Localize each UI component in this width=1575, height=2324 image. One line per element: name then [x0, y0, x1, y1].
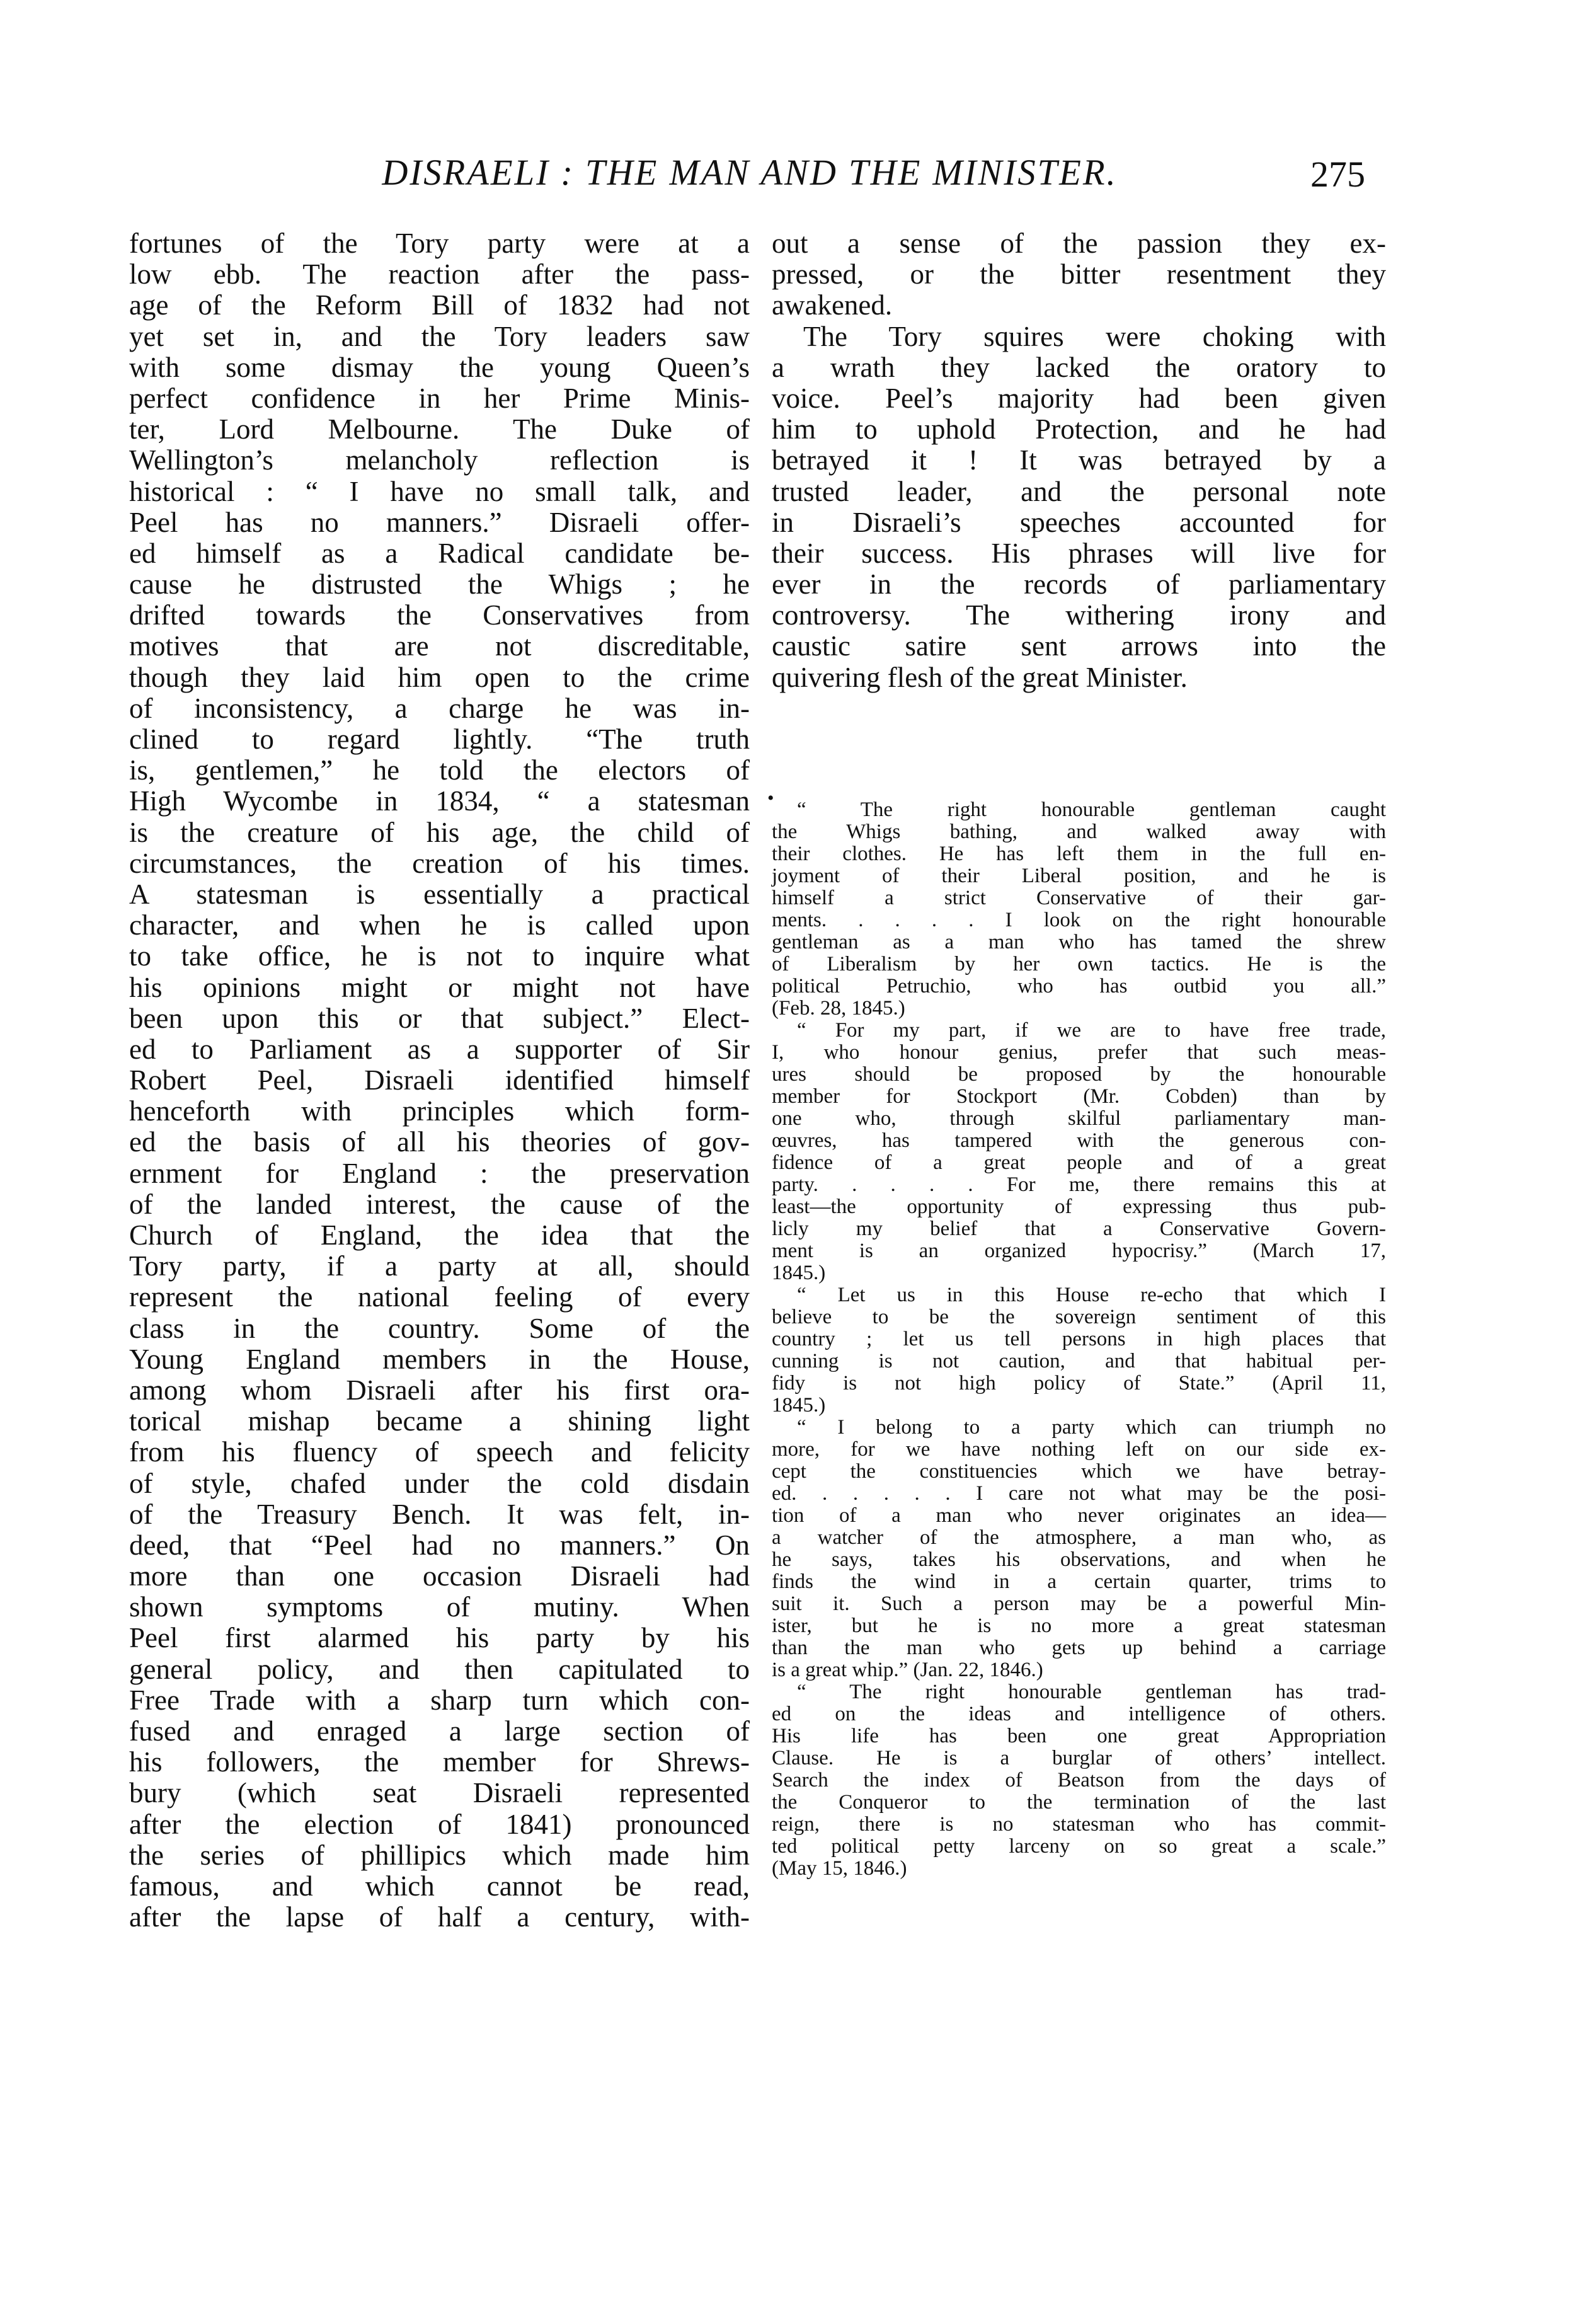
- quote-line: more, for we have nothing left on our side ex-: [772, 1438, 1386, 1461]
- quote-line: the Whigs bathing, and walked away with: [772, 820, 1386, 843]
- running-title: DISRAELI : THE MAN AND THE MINISTER.: [382, 152, 1118, 193]
- quote-line: ment is an organized hypocrisy.” (March 17,: [772, 1240, 1386, 1262]
- text-line: Wellington’s melancholy reflection is: [129, 444, 750, 476]
- quote-line: joyment of their Liberal position, and he is: [772, 865, 1386, 887]
- text-line: Peel has no manners.” Disraeli offer-: [129, 506, 750, 538]
- quote-line: suit it. Such a person may be a powerful Min-: [772, 1592, 1386, 1615]
- quote-line: ments. . . . . I look on the right honourable: [772, 909, 1386, 931]
- quote-line: country ; let us tell persons in high places that: [772, 1328, 1386, 1350]
- text-line: voice. Peel’s majority had been given: [772, 382, 1386, 414]
- text-line: their success. His phrases will live for: [772, 537, 1386, 569]
- quote-line: reign, there is no statesman who has commit-: [772, 1813, 1386, 1836]
- text-line: ter, Lord Melbourne. The Duke of: [129, 413, 750, 446]
- quote-line: member for Stockport (Mr. Cobden) than by: [772, 1085, 1386, 1108]
- text-line: the series of phillipics which made him: [129, 1839, 750, 1871]
- text-line: clined to regard lightly. “The truth: [129, 723, 750, 755]
- text-line: his opinions might or might not have: [129, 971, 750, 1003]
- text-line: Church of England, the idea that the: [129, 1219, 750, 1251]
- text-line: circumstances, the creation of his times.: [129, 847, 750, 879]
- quote-date: 1845.): [772, 1394, 826, 1417]
- quotation: [772, 1284, 1386, 1417]
- text-line: Young England members in the House,: [129, 1343, 750, 1375]
- text-line: though they laid him open to the crime: [129, 661, 750, 693]
- text-line: awakened.: [772, 289, 893, 321]
- text-line: quivering flesh of the great Minister.: [772, 661, 1188, 693]
- quote-line: “ Let us in this House re-echo that which I: [797, 1284, 1386, 1306]
- text-line: him to uphold Protection, and he had: [772, 413, 1386, 446]
- quote-line: one who, through skilful parliamentary man-: [772, 1107, 1386, 1130]
- quote-line: œuvres, has tampered with the generous con-: [772, 1129, 1386, 1152]
- text-line: a wrath they lacked the oratory to: [772, 351, 1386, 383]
- quotation: [772, 1417, 1386, 1681]
- text-line: in Disraeli’s speeches accounted for: [772, 506, 1386, 538]
- text-line: ernment for England : the preservation: [129, 1157, 750, 1189]
- text-line: with some dismay the young Queen’s: [129, 351, 750, 383]
- text-line: of style, chafed under the cold disdain: [129, 1467, 750, 1499]
- quotation: [772, 1020, 1386, 1284]
- text-line: deed, that “Peel had no manners.” On: [129, 1529, 750, 1561]
- text-line: is, gentlemen,” he told the electors of: [129, 754, 750, 786]
- left-column: [129, 228, 750, 1933]
- text-line: low ebb. The reaction after the pass-: [129, 258, 750, 290]
- text-line: famous, and which cannot be read,: [129, 1870, 750, 1902]
- quote-line: “ The right honourable gentleman caught: [797, 798, 1386, 821]
- text-line: bury (which seat Disraeli represented: [129, 1777, 750, 1809]
- quote-line: I, who honour genius, prefer that such meas-: [772, 1041, 1386, 1064]
- text-line: age of the Reform Bill of 1832 had not: [129, 289, 750, 321]
- quote-line: ures should be proposed by the honourable: [772, 1063, 1386, 1086]
- text-line: cause he distrusted the Whigs ; he: [129, 568, 750, 601]
- quote-line: least—the opportunity of expressing thus pub-: [772, 1195, 1386, 1218]
- quote-line: “ I belong to a party which can triumph no: [797, 1416, 1386, 1439]
- quote-date: is a great whip.” (Jan. 22, 1846.): [772, 1659, 1043, 1681]
- text-line: more than one occasion Disraeli had: [129, 1560, 750, 1592]
- text-line: represent the national feeling of every: [129, 1281, 750, 1313]
- text-line: Free Trade with a sharp turn which con-: [129, 1684, 750, 1716]
- text-line: is the creature of his age, the child of: [129, 816, 750, 848]
- text-line: yet set in, and the Tory leaders saw: [129, 320, 750, 352]
- text-line: ed the basis of all his theories of gov-: [129, 1126, 750, 1158]
- text-line: after the lapse of half a century, with-: [129, 1901, 750, 1933]
- text-line: High Wycombe in 1834, “ a statesman: [129, 785, 750, 817]
- text-line: motives that are not discreditable,: [129, 630, 750, 662]
- quote-line: ed on the ideas and intelligence of others.: [772, 1703, 1386, 1725]
- quote-line: himself a strict Conservative of their gar-: [772, 887, 1386, 909]
- text-line: drifted towards the Conservatives from: [129, 599, 750, 631]
- text-line: caustic satire sent arrows into the: [772, 630, 1386, 662]
- quote-line: His life has been one great Appropriation: [772, 1725, 1386, 1747]
- text-line: betrayed it ! It was betrayed by a: [772, 444, 1386, 476]
- quote-line: gentleman as a man who has tamed the shrew: [772, 931, 1386, 953]
- text-line: of inconsistency, a charge he was in-: [129, 692, 750, 724]
- text-line: ed himself as a Radical candidate be-: [129, 537, 750, 569]
- quotation: [772, 1681, 1386, 1880]
- quote-line: “ The right honourable gentleman has trad-: [797, 1681, 1386, 1703]
- quote-line: tion of a man who never originates an idea—: [772, 1504, 1386, 1527]
- quote-line: finds the wind in a certain quarter, trims to: [772, 1570, 1386, 1593]
- quote-line: fidence of a great people and of a great: [772, 1151, 1386, 1174]
- quote-line: ed. . . . . . I care not what may be the posi-: [772, 1482, 1386, 1505]
- quote-line: cunning is not caution, and that habitual per-: [772, 1350, 1386, 1372]
- text-line: Tory party, if a party at all, should: [129, 1250, 750, 1282]
- text-line: Peel first alarmed his party by his: [129, 1622, 750, 1654]
- quote-line: “ For my part, if we are to have free trade,: [797, 1019, 1386, 1042]
- marginal-dot: •: [767, 788, 774, 808]
- text-line: perfect confidence in her Prime Minis-: [129, 382, 750, 414]
- text-line: fortunes of the Tory party were at a: [129, 227, 750, 259]
- text-line: among whom Disraeli after his first ora-: [129, 1374, 750, 1406]
- text-line: from his fluency of speech and felicity: [129, 1436, 750, 1468]
- quote-line: the Conqueror to the termination of the last: [772, 1791, 1386, 1814]
- speech-quotations: [772, 799, 1386, 1880]
- text-line: torical mishap became a shining light: [129, 1405, 750, 1437]
- quote-line: ted political petty larceny on so great a scale.”: [772, 1835, 1386, 1858]
- text-line: character, and when he is called upon: [129, 909, 750, 941]
- text-line: ever in the records of parliamentary: [772, 568, 1386, 601]
- quote-line: Clause. He is a burglar of others’ intellect.: [772, 1747, 1386, 1769]
- text-line: Robert Peel, Disraeli identified himself: [129, 1064, 750, 1096]
- text-line: historical : “ I have no small talk, and: [129, 475, 750, 507]
- text-line: trusted leader, and the personal note: [772, 475, 1386, 507]
- quote-line: licly my belief that a Conservative Govern-: [772, 1217, 1386, 1240]
- quote-line: fidy is not high policy of State.” (April 11,: [772, 1372, 1386, 1395]
- text-line: class in the country. Some of the: [129, 1312, 750, 1344]
- quote-date: 1845.): [772, 1262, 826, 1284]
- text-line: his followers, the member for Shrews-: [129, 1746, 750, 1778]
- quote-line: than the man who gets up behind a carriage: [772, 1637, 1386, 1659]
- page-number: 275: [1310, 154, 1365, 195]
- quote-line: ister, but he is no more a great statesman: [772, 1614, 1386, 1637]
- quote-line: Search the index of Beatson from the days of: [772, 1769, 1386, 1792]
- text-line: shown symptoms of mutiny. When: [129, 1591, 750, 1623]
- quote-line: cept the constituencies which we have betray-: [772, 1460, 1386, 1483]
- quote-date: (Feb. 28, 1845.): [772, 997, 905, 1020]
- text-line: fused and enraged a large section of: [129, 1715, 750, 1747]
- text-line: out a sense of the passion they ex-: [772, 227, 1386, 259]
- text-line: to take office, he is not to inquire what: [129, 940, 750, 972]
- text-line: henceforth with principles which form-: [129, 1095, 750, 1127]
- quote-line: their clothes. He has left them in the full en-: [772, 843, 1386, 865]
- text-line: A statesman is essentially a practical: [129, 878, 750, 910]
- quote-line: of Liberalism by her own tactics. He is the: [772, 953, 1386, 975]
- text-line: of the Treasury Bench. It was felt, in-: [129, 1498, 750, 1530]
- quote-line: a watcher of the atmosphere, a man who, as: [772, 1526, 1386, 1549]
- quote-date: (May 15, 1846.): [772, 1857, 907, 1880]
- text-line: of the landed interest, the cause of the: [129, 1188, 750, 1220]
- text-line: after the election of 1841) pronounced: [129, 1808, 750, 1840]
- text-line: pressed, or the bitter resentment they: [772, 258, 1386, 290]
- text-line: general policy, and then capitulated to: [129, 1653, 750, 1685]
- text-line: been upon this or that subject.” Elect-: [129, 1002, 750, 1034]
- right-column: [772, 228, 1386, 693]
- quotation: [772, 799, 1386, 1020]
- quote-line: political Petruchio, who has outbid you all.”: [772, 975, 1386, 998]
- text-line: ed to Parliament as a supporter of Sir: [129, 1033, 750, 1065]
- text-line: controversy. The withering irony and: [772, 599, 1386, 631]
- quote-line: party. . . . . For me, there remains this at: [772, 1173, 1386, 1196]
- paragraph-start: The Tory squires were choking with: [803, 320, 1386, 352]
- quote-line: believe to be the sovereign sentiment of this: [772, 1306, 1386, 1328]
- quote-line: he says, takes his observations, and when he: [772, 1548, 1386, 1571]
